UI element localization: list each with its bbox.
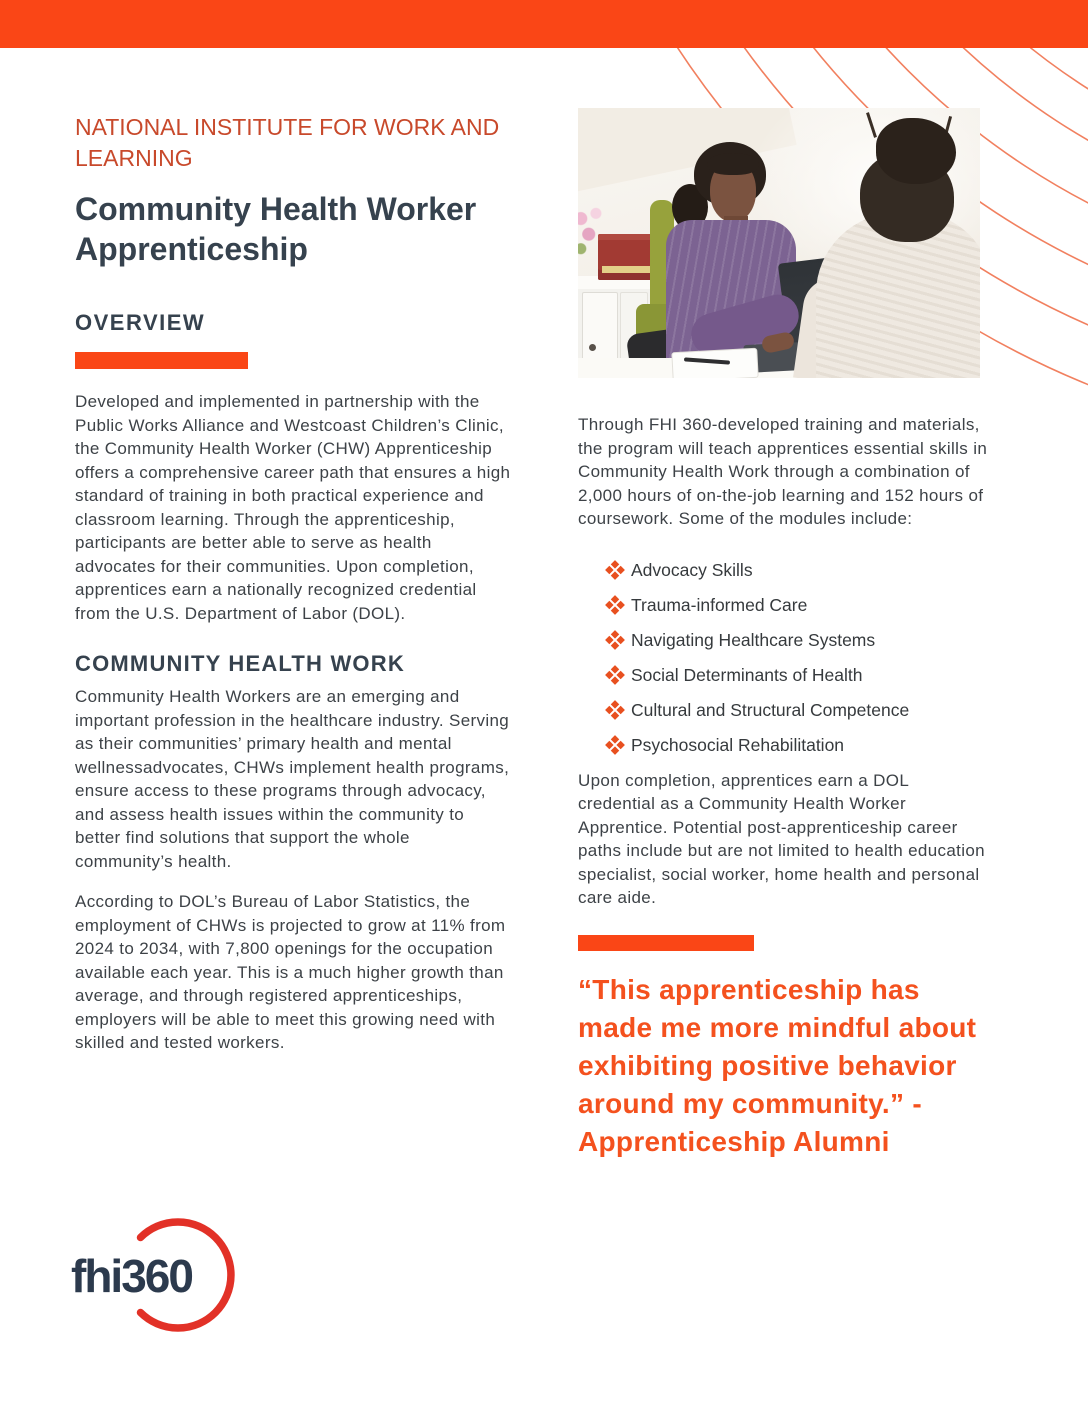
modules-list xyxy=(578,559,990,757)
diamond-bullet-icon xyxy=(605,735,625,755)
module-label: Advocacy Skills xyxy=(631,559,753,580)
module-label: Social Determinants of Health xyxy=(631,664,863,685)
chw-paragraph-2: According to DOL’s Bureau of Labor Statistics, the employment of CHWs is projected to grow at 11% from 2024 to 2034, with 7,800 openings for the occupation available each year. This is a much higher growth than average, and through registered apprenticeships, employers will be able to meet this growing need with skilled and tested workers. xyxy=(75,892,506,1052)
module-item xyxy=(608,629,990,652)
training-paragraph: Through FHI 360-developed training and materials, the program will teach apprentices essential skills in Community Health Work through a combination of 2,000 hours of on-the-job learning and 152 hours of coursework. Some of the modules include: xyxy=(578,415,988,528)
fhi360-logo xyxy=(68,1215,248,1345)
module-item xyxy=(608,699,990,722)
left-column xyxy=(75,112,512,1055)
module-item xyxy=(608,559,990,582)
quote-accent-bar xyxy=(578,935,754,951)
module-label: Navigating Healthcare Systems xyxy=(631,629,876,650)
module-item xyxy=(608,594,990,617)
right-column xyxy=(578,108,990,1161)
overview-heading: OVERVIEW xyxy=(75,310,206,335)
module-label: Cultural and Structural Competence xyxy=(631,699,910,720)
photo-shape xyxy=(876,118,956,184)
logo-text: fhi360 xyxy=(71,1250,192,1302)
community-health-work-heading: COMMUNITY HEALTH WORK xyxy=(75,651,405,676)
photo-shape xyxy=(589,344,596,351)
diamond-bullet-icon xyxy=(605,560,625,580)
photo-shape xyxy=(598,234,658,280)
diamond-bullet-icon xyxy=(605,665,625,685)
diamond-bullet-icon xyxy=(605,595,625,615)
module-item xyxy=(608,664,990,687)
testimonial-quote: “This apprenticeship has made me more mindful about exhibiting positive behavior around my community.” - Apprenticeship Alumni xyxy=(578,973,977,1157)
module-label: Psychosocial Rehabilitation xyxy=(631,734,845,755)
completion-paragraph: Upon completion, apprentices earn a DOL credential as a Community Health Worker Apprentice. Potential post-apprenticeship career paths include but are not limited to health education specialist, social worker, home health and personal care aide. xyxy=(578,770,985,907)
chw-paragraph-1: Community Health Workers are an emerging and important profession in the healthcare industry. Serving as their communities’ primary health and mental wellnessadvocates, CHWs implement health programs, ensure access to these programs through advocacy, and assess health issues within the community to better find solutions that support the whole community’s health. xyxy=(75,687,510,871)
module-label: Trauma-informed Care xyxy=(631,594,808,615)
org-name: NATIONAL INSTITUTE FOR WORK AND LEARNING xyxy=(75,114,500,171)
diamond-bullet-icon xyxy=(605,630,625,650)
diamond-bullet-icon xyxy=(605,700,625,720)
photo-shape xyxy=(602,266,656,273)
office-meeting-photo xyxy=(578,108,980,378)
overview-accent-bar xyxy=(75,352,248,369)
photo-shape xyxy=(707,153,759,175)
page-title: Community Health Worker Apprenticeship xyxy=(75,191,477,267)
module-item xyxy=(608,734,990,757)
top-accent-band xyxy=(0,0,1088,48)
overview-paragraph: Developed and implemented in partnership with the Public Works Alliance and Westcoast Children’s Clinic, the Community Health Worker (CHW) Apprenticeship offers a comprehensive career path that ensures a high standard of training in both practical experience and classroom learning. Through the apprenticeship, participants are better able to serve as health advocates for their communities. Upon completion, apprentices earn a nationally recognized credential from the U.S. Department of Labor (DOL). xyxy=(75,392,511,623)
